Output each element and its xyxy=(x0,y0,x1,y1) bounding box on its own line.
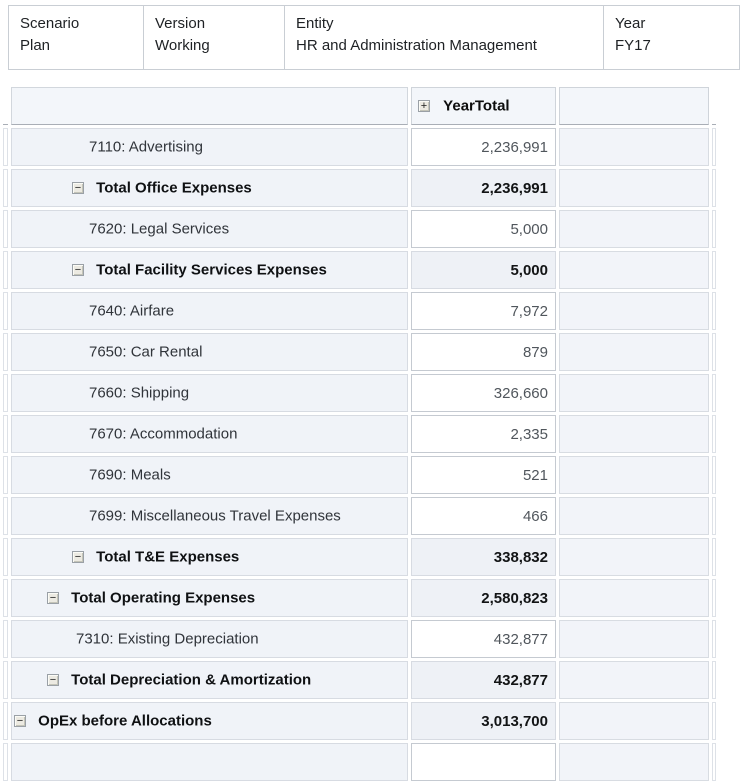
cell-value: 338,832 xyxy=(493,548,548,566)
right-gutter-cell xyxy=(712,210,716,248)
expand-icon[interactable]: + xyxy=(418,100,430,112)
row-header-cell[interactable] xyxy=(11,702,408,740)
left-gutter-cell xyxy=(3,702,8,740)
row-label: Total Office Expenses xyxy=(96,179,252,197)
collapse-icon[interactable]: − xyxy=(14,715,26,727)
left-gutter-cell xyxy=(3,333,8,371)
pov-year-member[interactable]: FY17 xyxy=(615,37,651,54)
right-gutter-cell xyxy=(712,128,716,166)
cell-value: 879 xyxy=(522,343,548,361)
row-header-cell[interactable] xyxy=(11,169,408,207)
cell-value: 2,236,991 xyxy=(481,138,548,156)
row-label: Total Depreciation & Amortization xyxy=(71,671,312,689)
cell-value: 2,236,991 xyxy=(481,179,548,197)
table-row xyxy=(3,251,716,289)
left-gutter-header xyxy=(3,87,8,125)
data-cell[interactable] xyxy=(411,661,556,699)
pov-version-dimension: Version xyxy=(155,15,206,32)
row-label: 7110: Advertising xyxy=(89,138,203,156)
data-cell[interactable] xyxy=(411,538,556,576)
row-header-cell[interactable] xyxy=(11,743,408,781)
cell-value: 5,000 xyxy=(510,220,548,238)
left-gutter-cell xyxy=(3,210,8,248)
pov-row xyxy=(9,6,740,70)
table-row xyxy=(3,538,716,576)
left-gutter-cell xyxy=(3,415,8,453)
right-gutter-cell xyxy=(712,456,716,494)
left-gutter-cell xyxy=(3,374,8,412)
data-cell[interactable] xyxy=(411,251,556,289)
table-row xyxy=(3,620,716,658)
row-header-cell[interactable] xyxy=(11,497,408,535)
row-label: Total Operating Expenses xyxy=(71,589,256,607)
data-cell[interactable] xyxy=(411,333,556,371)
table-row xyxy=(3,415,716,453)
data-cell[interactable] xyxy=(411,169,556,207)
data-cell[interactable] xyxy=(411,210,556,248)
right-gutter-cell xyxy=(712,538,716,576)
right-gutter-cell xyxy=(712,702,716,740)
column-header-yeartotal[interactable] xyxy=(411,87,556,125)
data-cell[interactable] xyxy=(411,292,556,330)
right-gutter-cell xyxy=(712,620,716,658)
data-cell-empty[interactable] xyxy=(559,620,709,658)
collapse-icon[interactable]: − xyxy=(72,182,84,194)
right-gutter-cell xyxy=(712,661,716,699)
cell-value: 2,335 xyxy=(510,425,548,443)
cell-value: 432,877 xyxy=(493,671,548,689)
right-gutter-cell xyxy=(712,251,716,289)
right-gutter-cell xyxy=(712,169,716,207)
data-cell-empty[interactable] xyxy=(559,210,709,248)
table-row xyxy=(3,128,716,166)
column-header-empty xyxy=(559,87,709,125)
row-header-cell[interactable] xyxy=(11,538,408,576)
table-row xyxy=(3,210,716,248)
data-cell-empty[interactable] xyxy=(559,333,709,371)
data-cell-empty[interactable] xyxy=(559,538,709,576)
table-row-partial xyxy=(3,743,716,781)
pov-version[interactable] xyxy=(144,6,285,70)
row-label: 7310: Existing Depreciation xyxy=(76,630,259,648)
row-header-cell[interactable] xyxy=(11,374,408,412)
pov-entity-member[interactable]: HR and Administration Management xyxy=(296,37,537,54)
right-gutter-cell xyxy=(712,743,716,781)
left-gutter-cell xyxy=(3,620,8,658)
cell-value: 521 xyxy=(522,466,548,484)
data-cell[interactable] xyxy=(411,128,556,166)
data-cell[interactable] xyxy=(411,374,556,412)
data-cell[interactable] xyxy=(411,579,556,617)
right-gutter-cell xyxy=(712,374,716,412)
right-gutter-header xyxy=(712,87,716,125)
row-header-cell[interactable] xyxy=(11,210,408,248)
table-row xyxy=(3,169,716,207)
left-gutter-cell xyxy=(3,497,8,535)
row-header-cell[interactable] xyxy=(11,128,408,166)
pov-bar xyxy=(8,5,740,70)
pov-scenario[interactable] xyxy=(9,6,144,70)
left-gutter-cell xyxy=(3,169,8,207)
data-cell-empty[interactable] xyxy=(559,661,709,699)
data-cell-empty[interactable] xyxy=(559,579,709,617)
column-header-label[interactable]: YearTotal xyxy=(443,97,510,115)
row-label: 7620: Legal Services xyxy=(89,220,230,238)
table-row xyxy=(3,456,716,494)
row-label: 7690: Meals xyxy=(89,466,171,484)
pov-entity[interactable] xyxy=(285,6,604,70)
left-gutter-cell xyxy=(3,292,8,330)
data-cell[interactable] xyxy=(411,620,556,658)
left-gutter-cell xyxy=(3,743,8,781)
data-cell[interactable] xyxy=(411,456,556,494)
data-cell-empty[interactable] xyxy=(559,374,709,412)
left-gutter-cell xyxy=(3,456,8,494)
right-gutter-cell xyxy=(712,292,716,330)
left-gutter-cell xyxy=(3,128,8,166)
right-gutter-cell xyxy=(712,579,716,617)
cell-value: 2,580,823 xyxy=(481,589,548,607)
pov-version-member[interactable]: Working xyxy=(155,37,210,54)
right-gutter-cell xyxy=(712,497,716,535)
row-label: 7640: Airfare xyxy=(89,302,175,320)
right-gutter-cell xyxy=(712,415,716,453)
data-cell-empty[interactable] xyxy=(559,456,709,494)
data-cell-empty[interactable] xyxy=(559,743,709,781)
table-row xyxy=(3,702,716,740)
row-header-corner xyxy=(11,87,408,125)
row-header-cell[interactable] xyxy=(11,251,408,289)
data-cell[interactable] xyxy=(411,743,556,781)
cell-value: 5,000 xyxy=(510,261,548,279)
row-label: OpEx before Allocations xyxy=(38,712,212,730)
pov-year-dimension: Year xyxy=(615,15,646,32)
row-label: 7660: Shipping xyxy=(89,384,190,402)
data-cell-empty[interactable] xyxy=(559,169,709,207)
table-row xyxy=(3,661,716,699)
data-cell-empty[interactable] xyxy=(559,702,709,740)
row-header-cell[interactable] xyxy=(11,579,408,617)
left-gutter-cell xyxy=(3,661,8,699)
data-cell[interactable] xyxy=(411,415,556,453)
table-row xyxy=(3,374,716,412)
collapse-icon[interactable]: − xyxy=(72,551,84,563)
cell-value: 466 xyxy=(522,507,548,525)
table-row xyxy=(3,292,716,330)
right-gutter-cell xyxy=(712,333,716,371)
cell-value: 432,877 xyxy=(493,630,548,648)
table-row xyxy=(3,497,716,535)
data-cell-empty[interactable] xyxy=(559,128,709,166)
row-label: 7699: Miscellaneous Travel Expenses xyxy=(89,507,341,525)
data-cell[interactable] xyxy=(411,497,556,535)
table-row xyxy=(3,333,716,371)
row-label: Total Facility Services Expenses xyxy=(96,261,327,279)
cell-value: 3,013,700 xyxy=(481,712,548,730)
row-label: 7650: Car Rental xyxy=(89,343,203,361)
pov-scenario-member[interactable]: Plan xyxy=(20,37,51,54)
collapse-icon[interactable]: − xyxy=(72,264,84,276)
data-cell[interactable] xyxy=(411,702,556,740)
pov-year[interactable] xyxy=(604,6,740,70)
row-header-cell[interactable] xyxy=(11,292,408,330)
left-gutter-cell xyxy=(3,251,8,289)
row-header-cell[interactable] xyxy=(11,415,408,453)
row-header-cell[interactable] xyxy=(11,620,408,658)
cell-value: 7,972 xyxy=(510,302,548,320)
planning-form xyxy=(0,5,719,730)
column-header-row xyxy=(3,87,716,125)
data-cell-empty[interactable] xyxy=(559,415,709,453)
collapse-icon[interactable]: − xyxy=(47,674,59,686)
data-cell-empty[interactable] xyxy=(559,251,709,289)
data-cell-empty[interactable] xyxy=(559,497,709,535)
pov-scenario-dimension: Scenario xyxy=(20,15,80,32)
row-label: Total T&E Expenses xyxy=(96,548,240,566)
pov-entity-dimension: Entity xyxy=(296,15,334,32)
table-row xyxy=(3,579,716,617)
row-header-cell[interactable] xyxy=(11,456,408,494)
row-header-cell[interactable] xyxy=(11,661,408,699)
left-gutter-cell xyxy=(3,579,8,617)
data-cell-empty[interactable] xyxy=(559,292,709,330)
cell-value: 326,660 xyxy=(493,384,548,402)
collapse-icon[interactable]: − xyxy=(47,592,59,604)
left-gutter-cell xyxy=(3,538,8,576)
row-header-cell[interactable] xyxy=(11,333,408,371)
row-label: 7670: Accommodation xyxy=(89,425,238,443)
data-grid xyxy=(0,84,719,784)
